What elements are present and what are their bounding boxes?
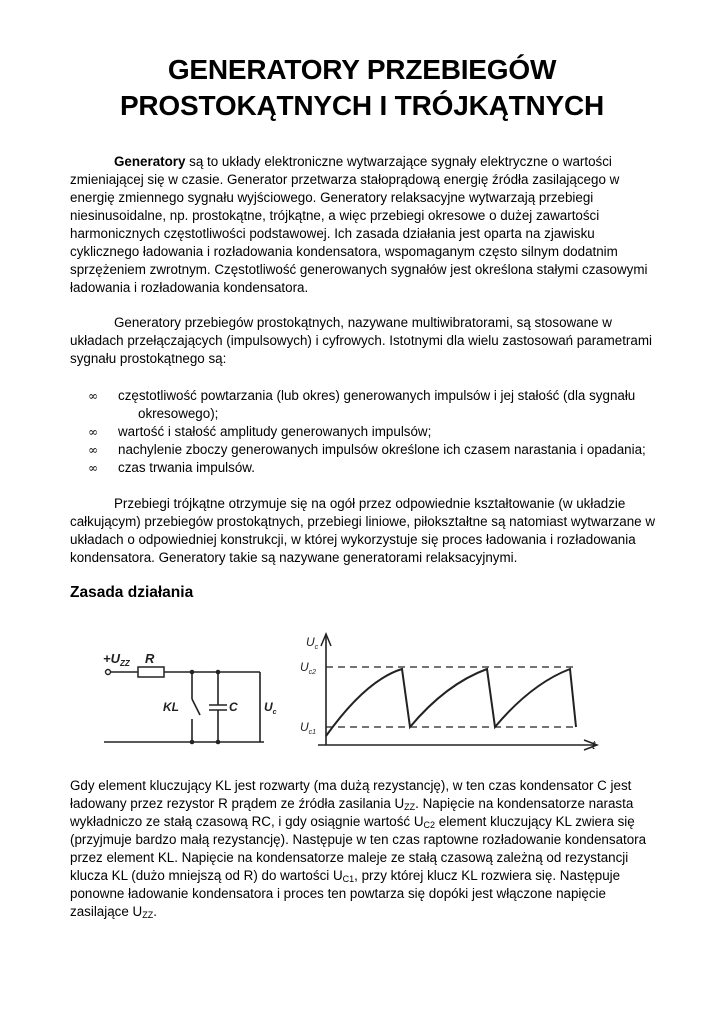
list-item bbox=[88, 423, 668, 441]
intro-text: są to układy elektroniczne wytwarzające sygnały elektryczne o wartości zmieniającej się w czasie. Generator przetwarza stałoprądową energię źródła zasilającego w energię zmiennego sygnału wyjściowego. Generatory relaksacyjne wytwarzają przebiegi niesinusoidalne, np. prostokątne, trójkątne, a więc przebiegi okresowe o dużej zawartości harmonicznych częstotliwości podstawowej. Ich zasada działania jest oparta na zjawisku cyklicznego ładowania i rozładowania kondensatora, wspomaganym często silnym dodatnim sprzężeniem zwrotnym. Częstotliwość generowanych sygnałów jest określona stałymi czasowymi ładowania i rozładowania kondensatora. bbox=[70, 154, 648, 295]
bullet-infinity-icon: ∞ bbox=[88, 389, 98, 403]
page-title bbox=[60, 52, 664, 124]
bullet-infinity-icon: ∞ bbox=[88, 461, 98, 475]
capacitor-label: C bbox=[229, 700, 238, 714]
sawtooth-curve bbox=[326, 669, 576, 736]
bullet-infinity-icon: ∞ bbox=[88, 425, 98, 439]
paragraph-multivibrators: Generatory przebiegów prostokątnych, nazywane multiwibratorami, są stosowane w układach przełączających (impulsowych) i cyfrowych. Istotnymi dla wielu zastosowań parametrami sygnału prostokątnego są: bbox=[70, 315, 652, 366]
x-axis-label: t bbox=[592, 738, 596, 752]
paragraph-triangle-waves: Przebiegi trójkątne otrzymuje się na ogół przez odpowiednie kształtowanie (w układzie całkującym) przebiegów prostokątnych, przebiegi liniowe, piłokształtne są natomiast wytwarzane w układach o odpowiedniej konstrukcji, w której wykorzystuje się proces ładowania i rozładowania kondensatora. Generatory takie są nazywane generatorami relaksacyjnymi. bbox=[70, 496, 655, 565]
title-line-1: GENERATORY PRZEBIEGÓW bbox=[167, 54, 557, 85]
list-item-text: czas trwania impulsów. bbox=[118, 460, 255, 475]
bullet-infinity-icon: ∞ bbox=[88, 443, 98, 457]
y-axis-label: $U_c$ bbox=[306, 635, 319, 651]
list-item-text: nachylenie zboczy generowanych impulsów określone ich czasem narastania i opadania; bbox=[118, 442, 646, 457]
junction-node bbox=[216, 740, 221, 745]
list-item-text: częstotliwość powtarzania (lub okres) generowanych impulsów i jej stałość (dla sygnału bbox=[118, 388, 636, 403]
junction-node bbox=[190, 740, 195, 745]
switch-label: KL bbox=[163, 700, 179, 714]
parameter-list bbox=[88, 387, 668, 477]
junction-node bbox=[216, 670, 221, 675]
list-item bbox=[88, 441, 668, 459]
list-item-continuation: okresowego); bbox=[138, 406, 219, 421]
section-heading: Zasada działania bbox=[70, 584, 194, 601]
list-item-text: wartość i stałość amplitudy generowanych impulsów; bbox=[118, 424, 432, 439]
sawtooth-waveform bbox=[296, 628, 616, 753]
list-item bbox=[88, 387, 668, 423]
lower-level-label: $U_{c1}$ bbox=[300, 720, 317, 736]
title-line-2: PROSTOKĄTNYCH I TRÓJKĄTNYCH bbox=[119, 90, 605, 121]
junction-node bbox=[190, 670, 195, 675]
list-item bbox=[88, 459, 668, 477]
output-label: $U_c$ bbox=[264, 700, 277, 716]
supply-terminal bbox=[106, 670, 111, 675]
intro-paragraph bbox=[70, 153, 660, 297]
upper-level-label: $U_{c2}$ bbox=[300, 660, 317, 676]
supply-label: $+U_{ZZ}$ bbox=[103, 651, 130, 668]
operation-paragraph: Gdy element kluczujący KL jest rozwarty (ma dużą rezystancję), w ten czas kondensator C jest ładowany przez rezystor R prądem ze źródła zasilania $U_{ZZ}$. Napięcie na kondensatorze narasta wykładniczo ze stałą czasową RC, i gdy osiągnie wartość $U_{C2}$ element kluczujący KL zwiera się (przyjmuje bardzo małą rezystancję). Następuje w ten czas raptowne rozładowanie kondensatora przez element KL. Napięcie na kondensatorze maleje ze stałą czasową zależną od rezystancji klucza KL (dużo mniejszą od R) do wartości $U_{C1}$, przy której klucz KL rozwiera się. Następuje ponowne ładowanie kondensatora i proces ten powtarza się dopóki jest włączone napięcie zasilające $U_{ZZ}$. bbox=[70, 778, 647, 920]
circuit-diagram bbox=[100, 643, 277, 747]
intro-bold-word: Generatory bbox=[114, 154, 186, 169]
resistor-label: R bbox=[145, 651, 155, 666]
